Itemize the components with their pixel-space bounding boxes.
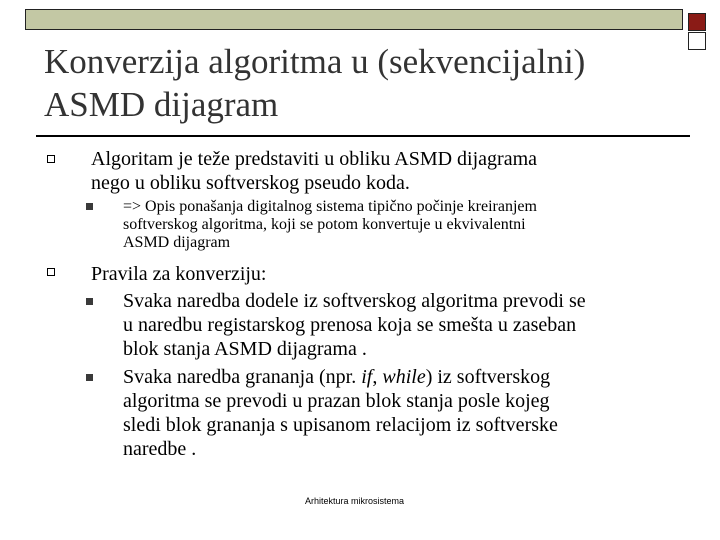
bullet-2-sub-2-text — [123, 365, 693, 461]
circle-bullet-icon — [47, 268, 55, 276]
bullet-1-text: Algoritam je teže predstaviti u obliku ASMD dijagrama nego u obliku softverskog pseudo koda. — [91, 148, 538, 194]
square-bullet-icon — [86, 374, 93, 381]
while-keyword: while — [382, 366, 426, 388]
bullet-2-sub-1-text: Svaka naredba dodele iz softverskog algoritma prevodi se u naredbu registarskog prenosa koja se smešta u zaseban blok stanja ASMD dijagrama . — [123, 290, 586, 360]
if-keyword: if — [361, 366, 373, 388]
square-bullet-icon — [86, 203, 93, 210]
bullet-2-text: Pravila za konverziju: — [91, 263, 267, 285]
sub-2-text-before: Svaka naredba grananja (npr. — [123, 366, 362, 388]
comma-separator: , — [372, 366, 383, 388]
title-divider — [36, 135, 690, 137]
white-decor-square — [688, 32, 706, 50]
footer-text: Arhitektura mikrosistema — [305, 496, 405, 506]
slide-title: Konverzija algoritma u (sekvencijalni) ASMD dijagram — [44, 42, 586, 124]
red-decor-square — [688, 13, 706, 31]
bullet-1-sub-1-text: => Opis ponašanja digitalnog sistema tipično počinje kreiranjem softverskog algoritma, koji se potom konvertuje u ekvivalentni ASMD dijagram — [123, 198, 537, 251]
sub-2-text-after: ) iz softverskog algoritma se prevodi u prazan blok stanja posle kojeg sledi blok grananja s upisanom relacijom iz softverske naredbe . — [123, 366, 558, 460]
square-bullet-icon — [86, 298, 93, 305]
top-decor-bar — [25, 9, 683, 30]
circle-bullet-icon — [47, 155, 55, 163]
